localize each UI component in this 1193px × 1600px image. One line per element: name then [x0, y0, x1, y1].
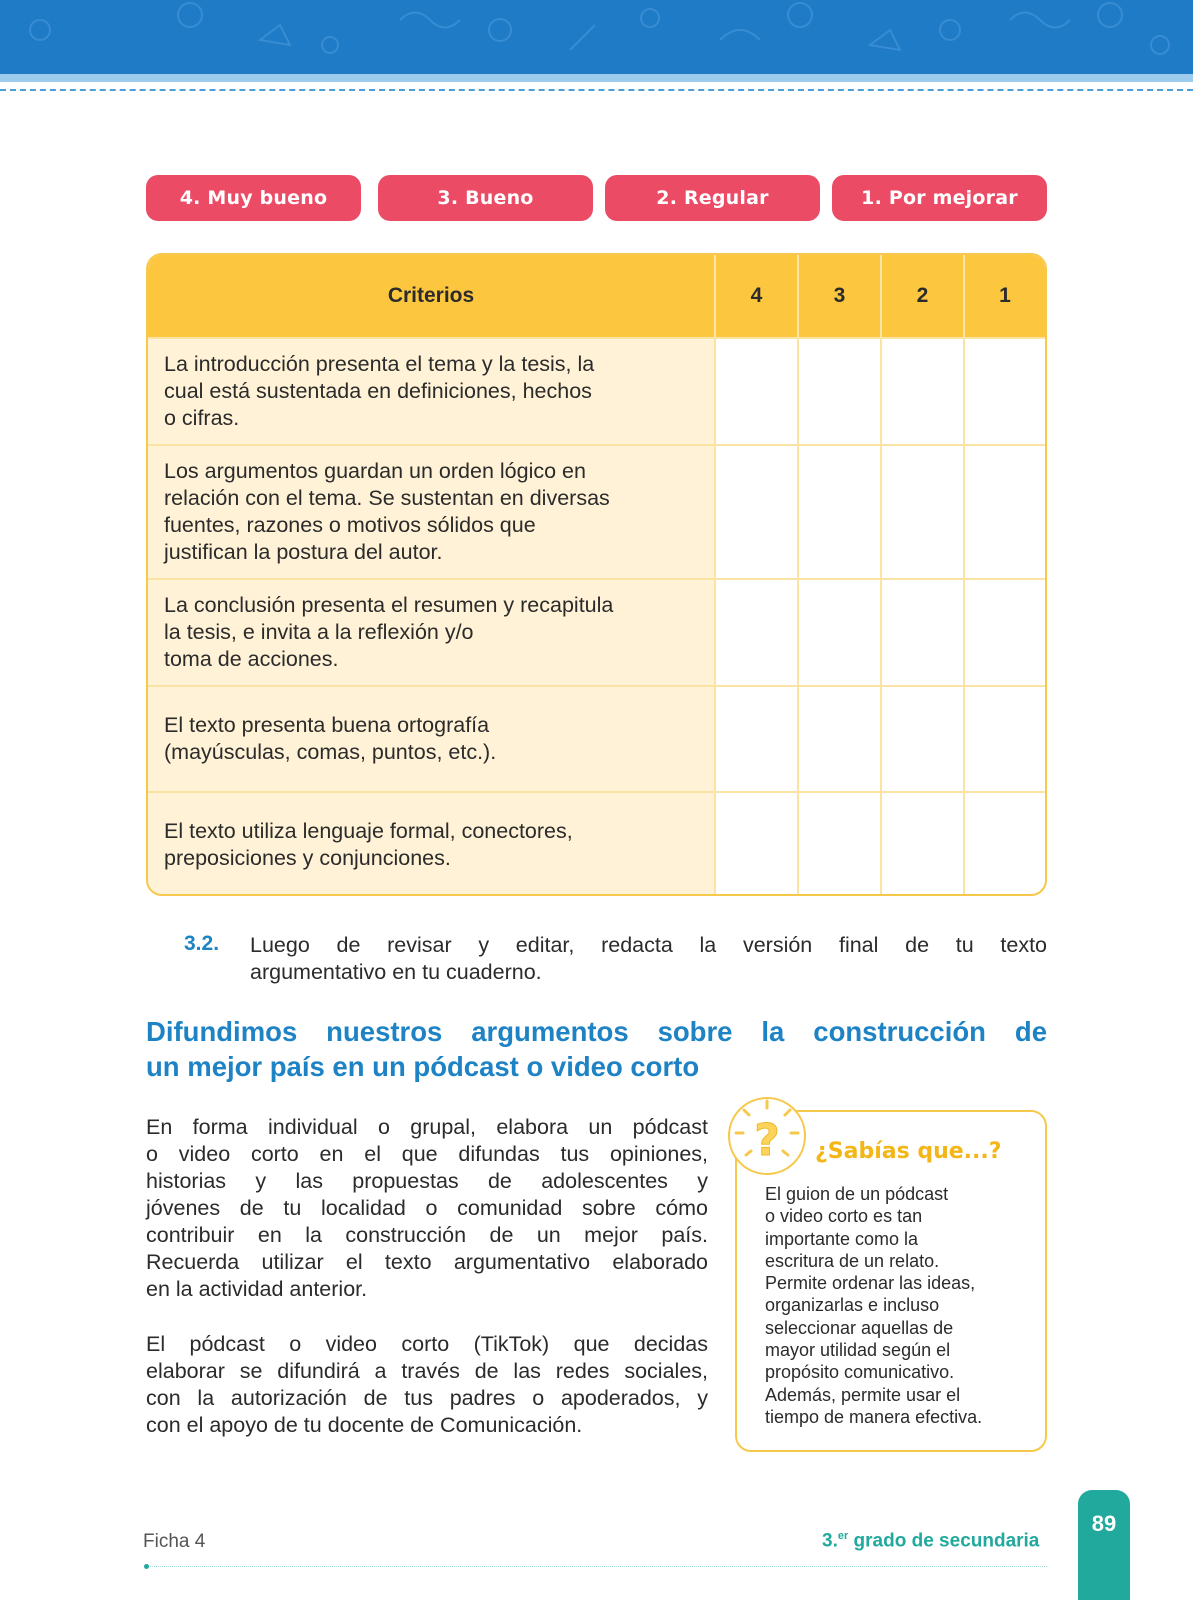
score-header-3: 3 [798, 255, 881, 338]
question-line: argumentativo en tu cuaderno. [250, 960, 542, 984]
rubric-table [146, 253, 1047, 896]
level-pill-3: 3. Bueno [378, 175, 593, 221]
score-cell-4[interactable] [715, 579, 798, 686]
footer-ficha: Ficha 4 [143, 1531, 206, 1552]
paragraph-line: en la actividad anterior. [146, 1277, 368, 1301]
score-cell-1[interactable] [964, 686, 1045, 792]
score-cell-3[interactable] [798, 686, 881, 792]
rubric-row [148, 686, 1045, 792]
criterion-line: fuentes, razones o motivos sólidos que [164, 513, 536, 537]
score-cell-4[interactable] [715, 686, 798, 792]
level-pill-1: 1. Por mejorar [832, 175, 1047, 221]
criterion-line: El texto utiliza lenguaje formal, conectores, [164, 819, 573, 843]
grade-number: 3. [822, 1530, 838, 1552]
rubric-row [148, 445, 1045, 579]
level-pill-2: 2. Regular [605, 175, 820, 221]
footer-grade [822, 1530, 1039, 1552]
score-cell-3[interactable] [798, 445, 881, 579]
score-cell-1[interactable] [964, 579, 1045, 686]
doodle-pattern [0, 0, 1193, 74]
score-cell-4[interactable] [715, 792, 798, 896]
criterion-line: cual está sustentada en definiciones, hechos [164, 379, 592, 403]
score-cell-2[interactable] [881, 445, 964, 579]
score-cell-2[interactable] [881, 792, 964, 896]
did-you-know-line: organizarlas e incluso [765, 1295, 940, 1316]
question-text [250, 932, 1047, 986]
criterion-line: La introducción presenta el tema y la tesis, la [164, 352, 595, 376]
footer-dot [144, 1564, 149, 1569]
section-title [146, 1014, 1047, 1084]
rubric-row [148, 792, 1045, 896]
rubric-header-row [148, 255, 1045, 338]
paragraph-2 [146, 1331, 708, 1439]
paragraph-line: jóvenes de tu localidad o comunidad sobre cómo [146, 1196, 708, 1220]
did-you-know-line: seleccionar aquellas de [765, 1317, 954, 1338]
did-you-know-line: escritura de un relato. [765, 1250, 940, 1271]
criterion-line: o cifras. [164, 406, 240, 430]
did-you-know-text [765, 1183, 1035, 1428]
paragraph-line: El pódcast o video corto (TikTok) que decidas [146, 1332, 708, 1356]
criterion-line: justifican la postura del autor. [164, 540, 443, 564]
criterion-line: La conclusión presenta el resumen y recapitula [164, 593, 614, 617]
paragraph-1 [146, 1114, 708, 1303]
criterion-cell [148, 792, 715, 896]
score-cell-2[interactable] [881, 338, 964, 445]
question-number: 3.2. [184, 932, 220, 955]
did-you-know-line: El guion de un pódcast [765, 1184, 949, 1204]
header-dashed-line [0, 89, 1193, 91]
score-header-4: 4 [715, 255, 798, 338]
criterion-cell [148, 338, 715, 445]
section-title-line: Difundimos nuestros argumentos sobre la construcción de [146, 1016, 1047, 1047]
did-you-know-line: tiempo de manera efectiva. [765, 1406, 983, 1427]
rating-levels [146, 175, 1047, 221]
score-cell-3[interactable] [798, 792, 881, 896]
criterion-line: Los argumentos guardan un orden lógico en [164, 459, 586, 483]
rubric-row [148, 579, 1045, 686]
score-cell-3[interactable] [798, 338, 881, 445]
paragraph-line: En forma individual o grupal, elabora un pódcast [146, 1115, 708, 1139]
criterion-line: la tesis, e invita a la reflexión y/o [164, 620, 474, 644]
criteria-header: Criterios [148, 255, 715, 338]
score-cell-1[interactable] [964, 792, 1045, 896]
did-you-know-line: o video corto es tan [765, 1206, 923, 1227]
score-cell-2[interactable] [881, 579, 964, 686]
page-number-tab [1078, 1490, 1130, 1600]
page-number: 89 [1091, 1511, 1117, 1536]
footer-divider [146, 1566, 1047, 1567]
paragraph-line: historias y las propuestas de adolescentes y [146, 1169, 708, 1193]
score-header-1: 1 [964, 255, 1045, 338]
criterion-line: relación con el tema. Se sustentan en diversas [164, 486, 610, 510]
svg-text:?: ? [754, 1115, 780, 1166]
score-cell-1[interactable] [964, 338, 1045, 445]
score-cell-3[interactable] [798, 579, 881, 686]
criterion-line: El texto presenta buena ortografía [164, 713, 490, 737]
question-line: Luego de revisar y editar, redacta la versión final de tu texto [250, 933, 1047, 957]
grade-superscript: er [837, 1530, 849, 1542]
paragraph-line: con el apoyo de tu docente de Comunicación. [146, 1413, 583, 1437]
paragraph-line: con la autorización de tus padres o apoderados, y [146, 1386, 708, 1410]
header-band-light [0, 74, 1193, 82]
score-cell-4[interactable] [715, 338, 798, 445]
score-cell-2[interactable] [881, 686, 964, 792]
did-you-know-line: Además, permite usar el [765, 1384, 961, 1405]
criterion-line: preposiciones y conjunciones. [164, 846, 451, 870]
header-band [0, 0, 1193, 74]
grade-text: grado de secundaria [848, 1530, 1040, 1552]
paragraph-line: contribuir en la construcción de un mejor país. [146, 1223, 708, 1247]
level-pill-4: 4. Muy bueno [146, 175, 361, 221]
criterion-cell [148, 686, 715, 792]
did-you-know-title: ¿Sabías que...? [815, 1139, 1002, 1164]
section-title-line: un mejor país en un pódcast o video corto [146, 1051, 700, 1082]
did-you-know-line: Permite ordenar las ideas, [765, 1273, 976, 1294]
score-cell-4[interactable] [715, 445, 798, 579]
question-bulb-icon [726, 1095, 808, 1177]
did-you-know-line: importante como la [765, 1228, 919, 1249]
score-cell-1[interactable] [964, 445, 1045, 579]
rubric-row [148, 338, 1045, 445]
did-you-know-line: mayor utilidad según el [765, 1340, 951, 1361]
paragraph-line: elaborar se difundirá a través de las redes sociales, [146, 1359, 708, 1383]
criterion-cell [148, 445, 715, 579]
criterion-line: (mayúsculas, comas, puntos, etc.). [164, 740, 497, 764]
score-header-2: 2 [881, 255, 964, 338]
paragraph-line: o video corto en el que difundas tus opiniones, [146, 1142, 708, 1166]
did-you-know-line: propósito comunicativo. [765, 1362, 955, 1383]
paragraph-line: Recuerda utilizar el texto argumentativo elaborado [146, 1250, 708, 1274]
criterion-line: toma de acciones. [164, 647, 339, 671]
criterion-cell [148, 579, 715, 686]
